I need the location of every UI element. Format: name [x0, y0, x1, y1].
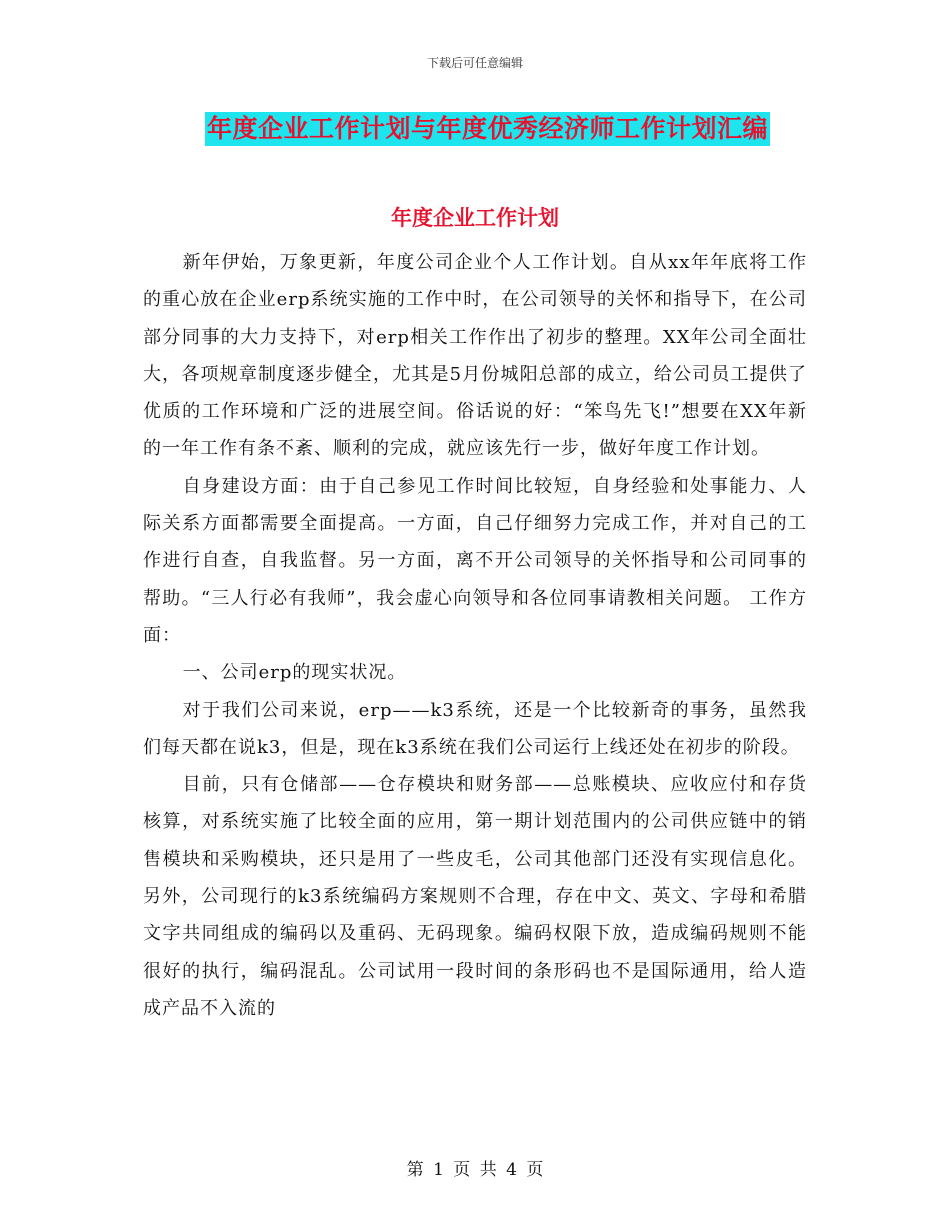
- paragraph: 自身建设方面：由于自己参见工作时间比较短，自身经验和处事能力、人际关系方面都需要全面提高。一方面，自己仔细努力完成工作，并对自己的工作进行自查，自我监督。另一方面，离不开公司领导的关怀指导和公司同事的帮助。“三人行必有我师”，我会虚心向领导和各位同事请教相关问题。 工作方面：: [143, 475, 807, 646]
- paragraph: 一、公司erp的现实状况。: [182, 662, 407, 684]
- paragraph: 新年伊始，万象更新，年度公司企业个人工作计划。自从xx年年底将工作的重心放在企业erp系统实施的工作中时，在公司领导的关怀和指导下，在公司部分同事的大力支持下，对erp相关工作作出了初步的整理。XX年公司全面壮大，各项规章制度逐步健全，尤其是5月份城阳总部的成立，给公司员工提供了优质的工作环境和广泛的进展空间。俗话说的好：“笨鸟先飞!”想要在XX年新的一年工作有条不紊、顺利的完成，就应该先行一步，做好年度工作计划。: [143, 252, 807, 460]
- paragraph: 目前，只有仓储部——仓存模块和财务部——总账模块、应收应付和存货核算，对系统实施了比较全面的应用，第一期计划范围内的公司供应链中的销售模块和采购模块，还只是用了一些皮毛，公司其他部门还没有实现信息化。另外，公司现行的k3系统编码方案规则不合理，存在中文、英文、字母和希腊文字共同组成的编码以及重码、无码现象。编码权限下放，造成编码规则不能很好的执行，编码混乱。公司试用一段时间的条形码也不是国际通用，给人造成产品不入流的: [143, 774, 807, 1019]
- paragraph: 对于我们公司来说，erp——k3系统，还是一个比较新奇的事务，虽然我们每天都在说k3，但是，现在k3系统在我们公司运行上线还处在初步的阶段。: [143, 699, 807, 758]
- document-body: [143, 244, 807, 1027]
- header-note: 下载后可任意编辑: [426, 56, 523, 70]
- document-title: 年度企业工作计划与年度优秀经济师工作计划汇编: [205, 112, 770, 146]
- section-title: 年度企业工作计划: [391, 205, 559, 230]
- page-number: 第 1 页 共 4 页: [406, 1160, 544, 1180]
